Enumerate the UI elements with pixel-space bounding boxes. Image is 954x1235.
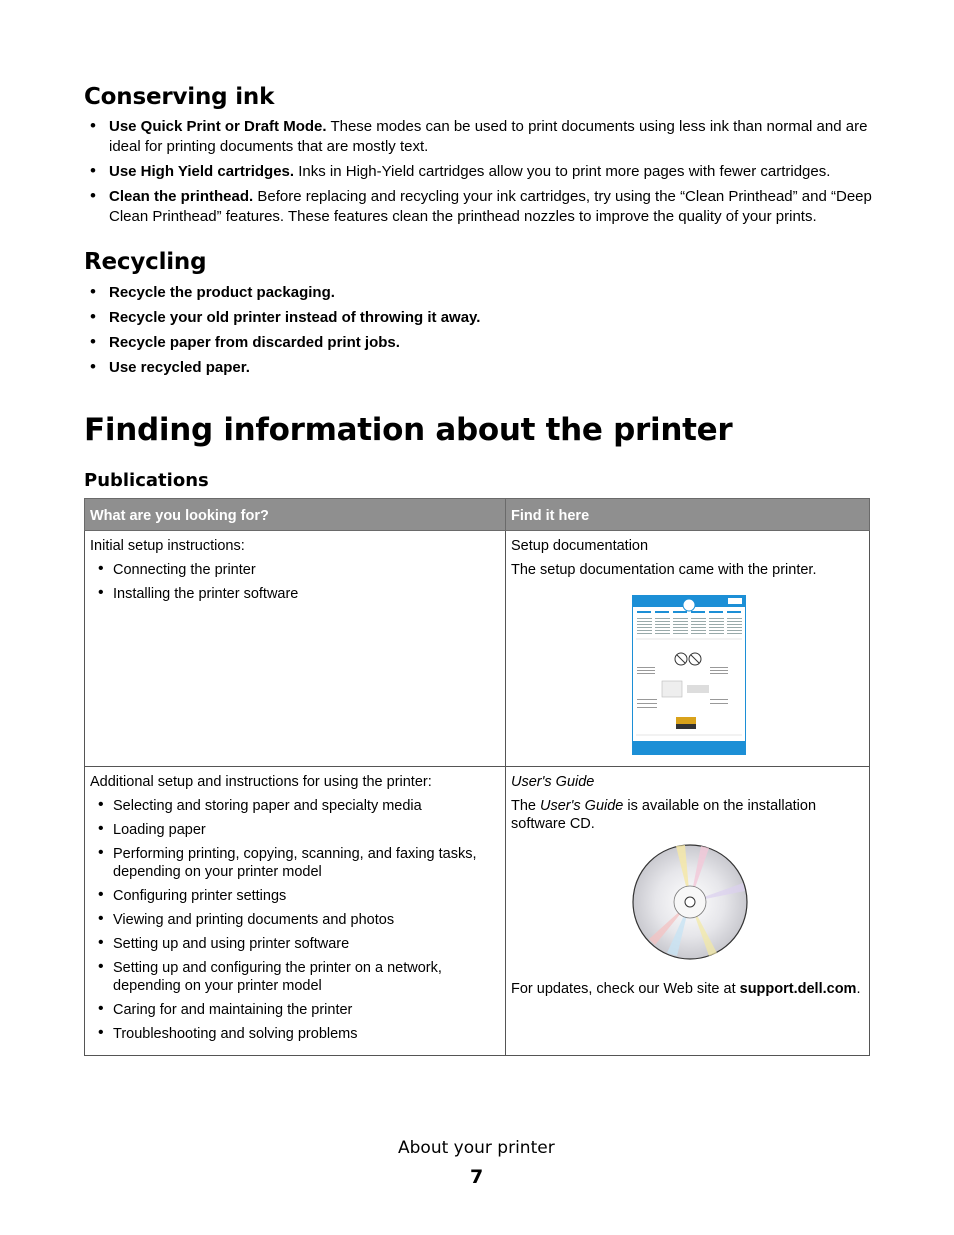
column-header-looking-for: What are you looking for?: [85, 499, 506, 531]
conserving-ink-list: [90, 117, 880, 232]
list-item: • Setting up and configuring the printer on a network, depending on your printer model: [90, 959, 500, 995]
list-item: • Recycle your old printer instead of throwing it away.: [90, 308, 880, 328]
column-header-find-it-here: Find it here: [506, 499, 870, 531]
list-item: • Use recycled paper.: [90, 358, 880, 378]
users-guide-text: The User's Guide is available on the installation software CD.: [511, 798, 817, 832]
list-item: • Recycle the product packaging.: [90, 283, 880, 303]
publications-table: [84, 498, 870, 1056]
cd-icon: [631, 843, 749, 961]
publications-heading: Publications: [84, 470, 209, 491]
cell-intro: Additional setup and instructions for using the printer:: [90, 774, 432, 790]
quick-setup-sheet-image: [632, 595, 864, 760]
setup-doc-title: Setup documentation: [511, 538, 649, 554]
table-cell: [506, 531, 870, 767]
list-item: • Loading paper: [90, 821, 500, 839]
support-link[interactable]: support.dell.com: [739, 981, 857, 997]
list-item: • Selecting and storing paper and specialty media: [90, 797, 500, 815]
table-cell: [85, 767, 506, 1056]
list-item: • Use High Yield cartridges. Inks in High-Yield cartridges allow you to print more pages with fewer cartridges.: [90, 162, 880, 182]
chapter-heading: Finding information about the printer: [84, 412, 733, 448]
list-item: • Viewing and printing documents and photos: [90, 911, 500, 929]
table-header-row: [85, 499, 870, 531]
table-row: [85, 767, 870, 1056]
setup-doc-text: The setup documentation came with the printer.: [511, 562, 817, 578]
list-item: • Configuring printer settings: [90, 887, 500, 905]
table-cell: [506, 767, 870, 1056]
cd-image: [631, 843, 864, 966]
quick-setup-sheet-illustration: [632, 595, 746, 755]
list-item: • Installing the printer software: [90, 585, 500, 603]
list-item: • Recycle paper from discarded print jobs.: [90, 333, 880, 353]
table-cell: [85, 531, 506, 767]
list-item: • Setting up and using printer software: [90, 935, 500, 953]
cell-list: [90, 561, 500, 603]
recycling-list: [90, 283, 880, 383]
updates-text: For updates, check our Web site at support.dell.com.: [511, 981, 861, 997]
section-heading-conserving-ink: Conserving ink: [84, 84, 275, 110]
cell-list: [90, 797, 500, 1043]
page-number: 7: [470, 1166, 484, 1188]
list-item: • Performing printing, copying, scanning, and faxing tasks, depending on your printer model: [90, 845, 500, 881]
list-item: • Troubleshooting and solving problems: [90, 1025, 500, 1043]
list-item: • Connecting the printer: [90, 561, 500, 579]
list-item: • Caring for and maintaining the printer: [90, 1001, 500, 1019]
section-heading-recycling: Recycling: [84, 249, 207, 275]
users-guide-title: User's Guide: [511, 774, 595, 790]
footer-section-title: About your printer: [398, 1138, 555, 1158]
cell-intro: Initial setup instructions:: [90, 538, 245, 554]
table-row: [85, 531, 870, 767]
list-item: • Clean the printhead. Before replacing and recycling your ink cartridges, try using the “Clean Printhead” and “Deep Clean Printhead” features. These features clean the printhead nozzles to improve the quality of your prints.: [90, 187, 880, 227]
list-item: • Use Quick Print or Draft Mode. These modes can be used to print documents using less ink than normal and are ideal for printing documents that are mostly text.: [90, 117, 880, 157]
